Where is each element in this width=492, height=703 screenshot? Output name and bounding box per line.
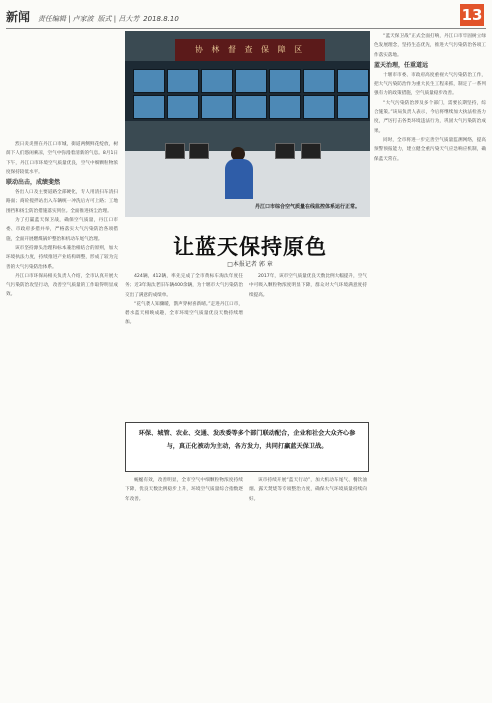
subheading-blue-sky: 蓝天治理，任重道远 <box>374 61 429 69</box>
subheading-joint-action: 联动出击，成绩斐然 <box>6 179 61 187</box>
pull-quote-box <box>125 422 369 472</box>
monitor-screen <box>303 69 335 93</box>
page-header <box>0 0 492 30</box>
paragraph: 该市持续开展“蓝天行动”，加大机动车尾气、餐饮油烟、露天焚烧等专项整治力度，确保大气环境质量持续向好。 <box>249 478 367 502</box>
paragraph: 同时，全市将进一步完善空气质量监测网络，提高预警预报能力，建立健全重污染天气应急响应机制，确保蓝天常在。 <box>374 137 486 162</box>
paragraph: 十堰市市委、市政府高度重视大气污染防治工作，把大气污染防治作为重大民生工程来抓，制定了一系列强有力的政策措施，空气质量稳步改善。 <box>374 72 486 97</box>
right-column <box>374 32 486 700</box>
paragraph: 该市坚持源头治理和标本兼治相结合的原则，加大环境执法力度，持续推进产业结构调整，形成了较为完善的大气污染防治体系。 <box>6 245 118 270</box>
monitor-screen <box>167 69 199 93</box>
monitor-screen <box>235 95 267 119</box>
left-column <box>6 140 118 700</box>
desk-monitor <box>189 143 209 159</box>
paragraph: 为了打赢蓝天保卫战，确保空气质量，丹江口市委、市政府多措并举，严格落实大气污染防治各项措施，全面开展燃煤锅炉整治和机动车尾气治理。 <box>6 218 118 242</box>
desk-monitor <box>275 143 295 159</box>
paragraph: 蜿蜒有效，改善明显，全市空气中细颗粒物浓度持续下降，优良天数比例稳步上升，环境空气质量综合指数逐年改善。 <box>125 478 243 502</box>
layout-credit: 版式 | 吕大芳 <box>97 15 140 23</box>
paragraph: “蓝天保卫战”正式全面打响，丹江口市牢固树立绿色发展理念，坚持生态优先，推进大气污染防治各项工作落实落地。 <box>374 34 486 58</box>
monitor-screen <box>133 95 165 119</box>
middle-left-column <box>125 272 243 417</box>
article-byline: □本报记者 郭 章 <box>227 261 273 268</box>
paragraph: “花气袭人知骤暖，鹊声穿树喜新晴。”走进丹江口市，碧水蓝天相映成趣，全市环境空气质量优良天数持续增加。 <box>125 301 243 326</box>
monitor-screen <box>269 95 301 119</box>
monitor-screen <box>337 69 369 93</box>
operator-figure <box>225 159 253 199</box>
wall-banner: 协 林 督 查 保 障 区 <box>175 39 325 61</box>
monitor-screen <box>201 69 233 93</box>
article-title: 让蓝天保持原色 <box>173 234 327 259</box>
paragraph: 2017年，该市空气质量优良天数比例大幅提升，空气中可吸入颗粒物浓度明显下降，群众对大气环境满意度持续提高。 <box>249 274 367 298</box>
monitor-screen <box>167 95 199 119</box>
paragraph: 烈日炎炎照在丹江口市城，街道两侧鲜花绽放，树荫下人们悠闲乘凉，空气中弥漫着清新的气息。8月1日下午，丹江口市环境空气质量优良，空气中细颗粒物浓度保持较低水平。 <box>6 142 118 175</box>
paragraph: 丹江口市环保局相关负责人介绍，全市认真开展大气污染防治攻坚行动，改善空气质量的工作取得明显成效。 <box>6 273 118 298</box>
editor-credit: 责任编辑 | 卢家波 <box>37 15 94 23</box>
header-rule <box>6 28 486 29</box>
masthead <box>6 8 179 25</box>
paragraph: “大气污染防治涉及多个部门，需要长期坚持，综合施策。”该局负责人表示，今后将继续加大执法检查力度，严厉打击各类环境违法行为，巩固大气污染防治成果。 <box>374 100 486 134</box>
monitor-screen <box>337 95 369 119</box>
lower-left-column <box>125 476 243 700</box>
middle-right-column <box>249 272 367 417</box>
monitor-screen <box>133 69 165 93</box>
lower-right-column <box>249 476 367 700</box>
paragraph: 各出人口及主要道路全部硬化，专人用清扫车清扫路面；商砼搅拌站出入车辆统一冲洗后方可上路；工地围挡和扬尘防治措施落实到位。全面推进扬尘治理。 <box>6 190 118 214</box>
control-room-photo <box>125 31 370 217</box>
desk-monitor <box>165 143 185 159</box>
paragraph: 424辆，412辆，率先完成了全市黄标车淘汰年度任务；近3年淘汰老旧车辆400余辆，为十堰市大气污染防治交出了满意的成绩单。 <box>125 274 243 298</box>
desk-monitor <box>301 143 321 159</box>
pull-quote-text: 环保、城管、农业、交通、发改委等多个部门联动配合，企业和社会大众齐心参与，真正化被动为主动，各方发力，共同打赢蓝天保卫战。 <box>138 430 356 450</box>
page-number-badge: 13 <box>461 6 483 24</box>
monitor-screen <box>303 95 335 119</box>
photo-caption: 丹江口市综合空气质量在线监控体系运行正常。 <box>254 204 360 210</box>
monitor-screen <box>235 69 267 93</box>
monitor-screen <box>269 69 301 93</box>
section-name: 新闻 <box>6 10 31 24</box>
monitor-screen <box>201 95 233 119</box>
issue-date: 2018.8.10 <box>143 15 179 23</box>
